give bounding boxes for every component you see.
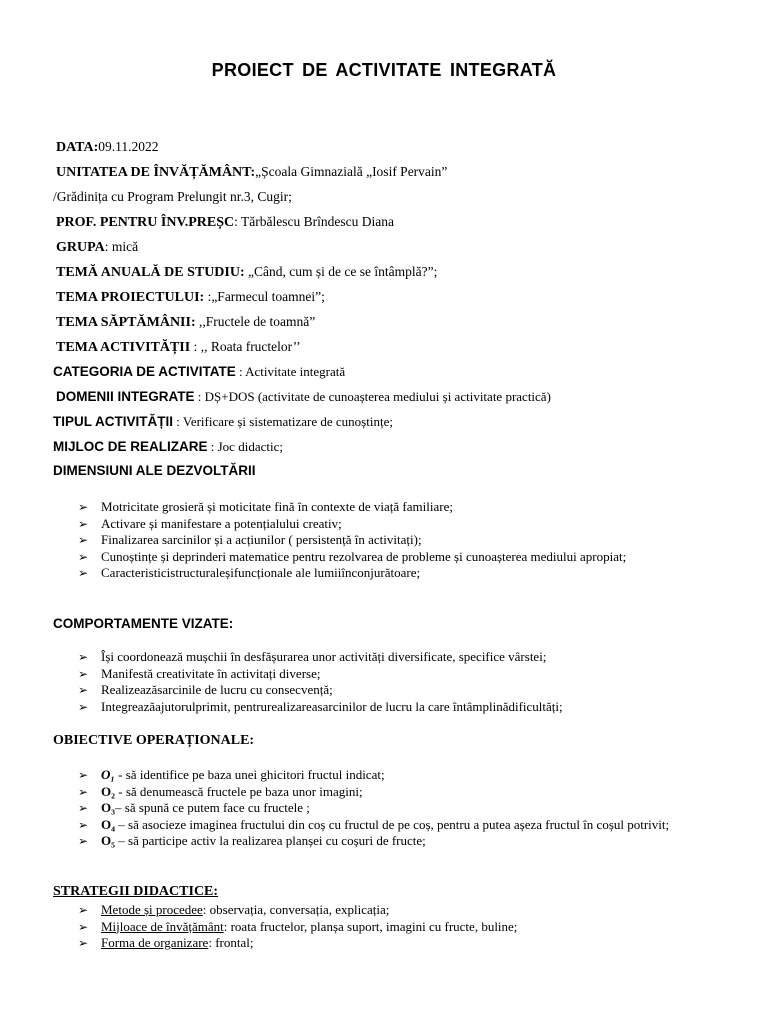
field-grupa: [56, 239, 138, 256]
field-label: TEMĂ ANUALĂ DE STUDIU:: [56, 265, 245, 280]
list-item: ➢ Motricitate grosieră și moticitate fină în contexte de viață familiare;: [78, 499, 453, 514]
arrow-bullet-icon: ➢: [78, 919, 89, 934]
field-value: : ,, Roata fructelor’’: [190, 339, 301, 354]
field-label: MIJLOC DE REALIZARE: [53, 439, 208, 454]
list-item: ➢ Integreazăajutorulprimit, pentrurealizareasarcinilor de lucru la care întâmplinădificultăți;: [78, 698, 563, 714]
arrow-bullet-icon: ➢: [78, 801, 89, 815]
arrow-bullet-icon: ➢: [78, 549, 89, 564]
arrow-bullet-icon: ➢: [78, 533, 89, 547]
field-mijloc: [53, 439, 283, 455]
document-title: PROIECT DE ACTIVITATE INTEGRATĂ: [211, 60, 557, 80]
list-item: ➢ O₅ – să participe activ la realizarea planșei cu coșuri de fructe;: [78, 833, 426, 848]
field-value: : DȘ+DOS (activitate de cunoașterea mediului și activitate practică): [194, 389, 551, 404]
field-data: [56, 139, 159, 156]
comportamente-list: [78, 649, 718, 715]
field-value: „Școala Gimnazială „Iosif Pervain”: [255, 164, 448, 179]
field-value: ,,Fructele de toamnă”: [195, 314, 316, 329]
field-label: TEMA PROIECTULUI:: [56, 290, 205, 305]
list-item: ➢ Manifestă creativitate în activitați diverse;: [78, 665, 321, 681]
field-tema-anuala: [56, 264, 437, 281]
arrow-bullet-icon: ➢: [78, 683, 89, 697]
arrow-bullet-icon: ➢: [78, 936, 89, 950]
section-strategii: STRATEGII DIDACTICE:: [53, 884, 219, 899]
section-dimensiuni: [53, 463, 256, 479]
arrow-bullet-icon: ➢: [78, 666, 89, 681]
arrow-bullet-icon: ➢: [78, 903, 89, 917]
field-label: CATEGORIA DE ACTIVITATE: [53, 364, 236, 379]
strategii-list: [78, 902, 718, 952]
list-item: ➢ Metode și procedee: observația, conversația, explicația;: [78, 902, 390, 917]
field-value: 09.11.2022: [98, 139, 159, 154]
arrow-bullet-icon: ➢: [78, 500, 89, 514]
field-unitatea-cont: [53, 189, 292, 205]
field-unitatea: [56, 164, 447, 181]
field-value: /Grădinița cu Program Prelungit nr.3, Cugir;: [53, 189, 292, 204]
arrow-bullet-icon: ➢: [78, 817, 89, 832]
field-value: „Când, cum și de ce se întâmplă?”;: [244, 264, 438, 279]
field-categoria: [53, 364, 345, 380]
field-label: GRUPA: [56, 240, 105, 255]
list-item: ➢ O₃– să spună ce putem face cu fructele ;: [78, 800, 310, 815]
field-label: TIPUL ACTIVITĂȚII: [53, 414, 173, 429]
field-value: : Verificare și sistematizare de cunoștințe;: [173, 414, 393, 429]
field-value: : mică: [104, 239, 139, 254]
list-item: ➢ Își coordonează mușchii în desfășurarea unor activități diversificate, specifice vârstei;: [78, 649, 547, 664]
list-item: ➢ Activare și manifestare a potențialului creativ;: [78, 515, 342, 531]
field-value: : Tărbălescu Brîndescu Diana: [234, 214, 394, 229]
list-item: ➢ Caracteristicistructuraleșifuncționale ale lumiiînconjurătoare;: [78, 565, 421, 580]
arrow-bullet-icon: ➢: [78, 650, 89, 664]
arrow-bullet-icon: ➢: [78, 699, 89, 714]
list-item: ➢ O₂ - să denumească fructele pe baza unor imagini;: [78, 783, 363, 799]
list-item: ➢ Forma de organizare: frontal;: [78, 935, 254, 950]
list-item: ➢ Mijloace de învățământ: roata fructelor, planșa suport, imagini cu fructe, buline;: [78, 918, 518, 934]
field-prof: [56, 214, 394, 231]
field-value: : Joc didactic;: [207, 439, 283, 454]
field-tema-activitatii: [56, 339, 301, 356]
field-label: TEMA SĂPTĂMÂNII:: [56, 315, 196, 330]
obiective-list: [78, 767, 714, 850]
section-title: DIMENSIUNI ALE DEZVOLTĂRII: [53, 463, 256, 478]
list-item: ➢ Cunoștințe și deprinderi matematice pentru rezolvarea de probleme și cunoașterea mediului apropiat;: [78, 548, 627, 564]
list-item: ➢ O₁ - să identifice pe baza unei ghicitori fructul indicat;: [78, 767, 385, 782]
dimensiuni-list: [78, 499, 698, 582]
field-label: DOMENII INTEGRATE: [56, 389, 195, 404]
list-item: ➢ Realizeazăsarcinile de lucru cu consecvență;: [78, 682, 333, 697]
arrow-bullet-icon: ➢: [78, 516, 89, 531]
arrow-bullet-icon: ➢: [78, 768, 89, 782]
section-obiective: OBIECTIVE OPERAȚIONALE:: [53, 733, 255, 748]
field-value: :„Farmecul toamnei”;: [204, 289, 325, 304]
field-tema-proiectului: [56, 289, 325, 306]
field-label: DATA:: [56, 140, 99, 155]
field-tema-saptamanii: [56, 314, 315, 331]
field-label: UNITATEA DE ÎNVĂȚĂMÂNT:: [56, 165, 256, 180]
arrow-bullet-icon: ➢: [78, 784, 89, 799]
list-item: ➢ Finalizarea sarcinilor și a acțiunilor ( persistență în activitați);: [78, 532, 422, 547]
arrow-bullet-icon: ➢: [78, 834, 89, 848]
section-comportamente: COMPORTAMENTE VIZATE:: [53, 616, 234, 631]
field-label: TEMA ACTIVITĂȚII: [56, 340, 191, 355]
field-domenii: [56, 389, 551, 405]
field-tipul: [53, 414, 393, 430]
field-value: : Activitate integrată: [235, 364, 346, 379]
field-label: PROF. PENTRU ÎNV.PREȘC: [56, 215, 235, 230]
list-item: ➢ O₄ – să asocieze imaginea fructului din coș cu fructul de pe coș, pentru a putea așeza fructul în coșul potrivit;: [78, 816, 670, 832]
arrow-bullet-icon: ➢: [78, 566, 89, 580]
